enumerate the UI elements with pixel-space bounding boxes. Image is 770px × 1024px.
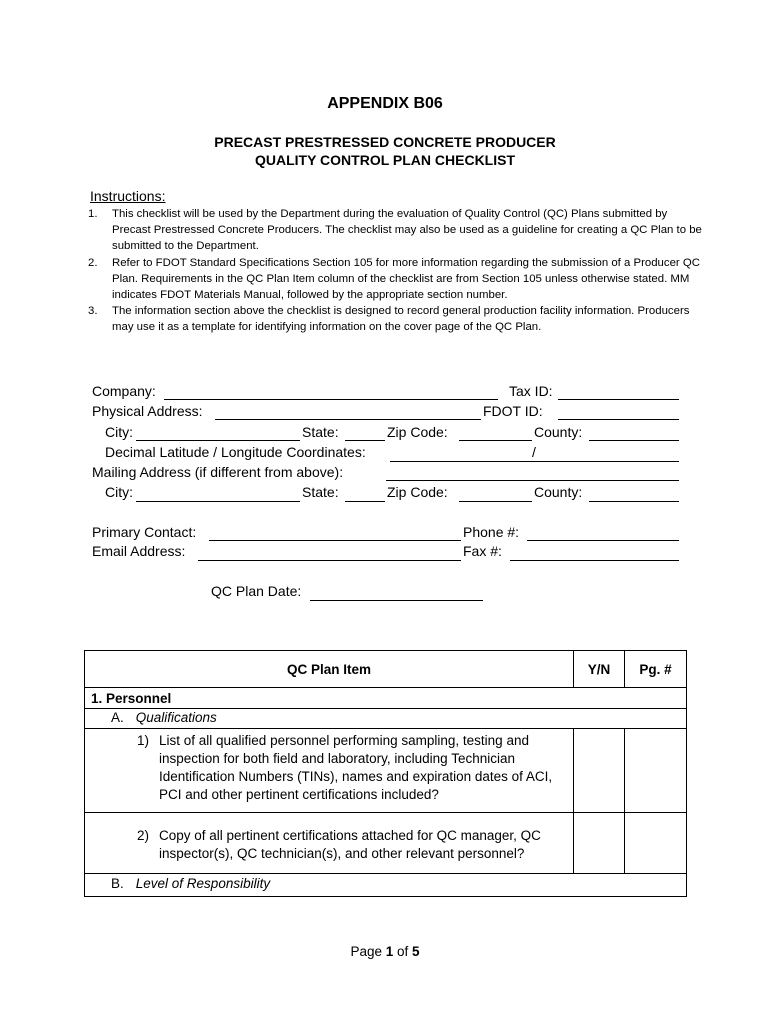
subsection-row — [85, 709, 687, 729]
mailing-county-label: County: — [534, 484, 583, 500]
tax-id-label: Tax ID: — [509, 383, 553, 399]
section-row — [85, 688, 687, 709]
mailing-city-label: City: — [105, 484, 133, 500]
document-subtitle-line2: QUALITY CONTROL PLAN CHECKLIST — [254, 152, 516, 168]
mailing-address-field[interactable] — [386, 480, 679, 481]
city-field[interactable] — [136, 440, 300, 441]
item-text: Copy of all pertinent certifications attached for QC manager, QC inspector(s), QC technician(s), and other relevant personnel? — [159, 828, 541, 861]
instruction-number: 3. — [88, 305, 98, 318]
document-subtitle-line1: PRECAST PRESTRESSED CONCRETE PRODUCER — [214, 134, 556, 150]
lat-long-field[interactable] — [390, 461, 679, 462]
tax-id-field[interactable] — [558, 399, 679, 400]
mailing-zip-field[interactable] — [459, 501, 532, 502]
subsection-label: Qualifications — [135, 710, 217, 725]
mailing-city-field[interactable] — [136, 501, 300, 502]
table-header-row — [85, 651, 687, 688]
instructions-list — [88, 206, 704, 336]
item-number: 2) — [137, 828, 150, 843]
page-number-cell[interactable] — [625, 813, 687, 874]
lat-long-label: Decimal Latitude / Longitude Coordinates: — [105, 444, 366, 460]
subsection-letter: A. — [111, 710, 124, 725]
section-personnel: 1. Personnel — [85, 688, 687, 709]
instruction-number: 1. — [88, 208, 98, 220]
instruction-text: The information section above the checklist is designed to record general production facility information. Producers may use it as a template for identifying information on the cover page of the QC Plan. — [112, 305, 690, 334]
page-footer — [0, 944, 770, 959]
email-field[interactable] — [198, 560, 461, 561]
mailing-address-label: Mailing Address (if different from above): — [92, 464, 344, 480]
lat-long-separator: / — [532, 444, 536, 460]
col-header-page: Pg. # — [625, 651, 687, 688]
instruction-text: This checklist will be used by the Department during the evaluation of Quality Control (QC) Plans submitted by Precast Prestressed Concrete Producers. The checklist may also be used as a guideline for creating a QC Plan to be submitted to the Department. — [112, 208, 702, 253]
mailing-state-label: State: — [302, 484, 339, 500]
qc-plan-date-field[interactable] — [310, 600, 483, 601]
subsection-row — [85, 874, 687, 897]
item-text: List of all qualified personnel performing sampling, testing and inspection for both field and laboratory, including Technician Identification Numbers (TINs), names and expiration dates of ACI, PCI and other pertinent certifications included? — [159, 733, 553, 802]
page-total: 5 — [412, 944, 420, 959]
fax-field[interactable] — [510, 560, 679, 561]
page-of: of — [393, 944, 413, 959]
instruction-number: 2. — [88, 256, 98, 269]
item-number: 1) — [137, 733, 150, 748]
instruction-item — [88, 303, 704, 335]
subsection-level-of-responsibility — [85, 874, 687, 897]
instruction-text: Refer to FDOT Standard Specifications Section 105 for more information regarding the submission of a Producer QC Plan. Requirements in the QC Plan Item column of the checklist are from Section 105 unless otherwise stated. MM indicates FDOT Materials Manual, followed by the appropriate section number. — [112, 256, 700, 302]
instruction-item — [88, 206, 704, 255]
email-label: Email Address: — [92, 543, 186, 559]
city-label: City: — [105, 424, 133, 440]
col-header-yn: Y/N — [574, 651, 625, 688]
yn-cell[interactable] — [574, 729, 625, 813]
primary-contact-field[interactable] — [209, 540, 461, 541]
subsection-letter: B. — [111, 876, 124, 891]
physical-address-label: Physical Address: — [92, 403, 203, 419]
company-field[interactable] — [164, 399, 498, 400]
phone-field[interactable] — [527, 540, 679, 541]
table-row — [85, 813, 687, 874]
page-prefix: Page — [350, 944, 386, 959]
mailing-zip-label: Zip Code: — [387, 484, 448, 500]
yn-cell[interactable] — [574, 813, 625, 874]
state-label: State: — [302, 424, 339, 440]
appendix-title: APPENDIX B06 — [327, 95, 443, 112]
page-number-cell[interactable] — [625, 729, 687, 813]
phone-label: Phone #: — [463, 524, 520, 540]
primary-contact-label: Primary Contact: — [92, 524, 197, 540]
mailing-county-field[interactable] — [589, 501, 679, 502]
zip-label: Zip Code: — [387, 424, 448, 440]
fdot-id-field[interactable] — [558, 419, 679, 420]
company-label: Company: — [92, 383, 156, 399]
instructions-heading: Instructions: — [90, 188, 166, 204]
table-row — [85, 729, 687, 813]
subsection-qualifications — [85, 709, 687, 729]
subsection-label: Level of Responsibility — [135, 876, 271, 891]
qc-plan-date-label: QC Plan Date: — [211, 583, 302, 599]
checklist-item-cell — [85, 813, 574, 874]
zip-field[interactable] — [459, 440, 532, 441]
county-label: County: — [534, 424, 583, 440]
instruction-item — [88, 255, 704, 304]
checklist-item-cell — [85, 729, 574, 813]
fdot-id-label: FDOT ID: — [483, 403, 543, 419]
state-field[interactable] — [345, 440, 385, 441]
physical-address-field[interactable] — [215, 419, 481, 420]
mailing-state-field[interactable] — [345, 501, 385, 502]
page-number: 1 — [385, 944, 394, 959]
col-header-qc-plan-item: QC Plan Item — [85, 651, 574, 688]
county-field[interactable] — [589, 440, 679, 441]
fax-label: Fax #: — [463, 543, 502, 559]
qc-checklist-table — [84, 650, 687, 897]
